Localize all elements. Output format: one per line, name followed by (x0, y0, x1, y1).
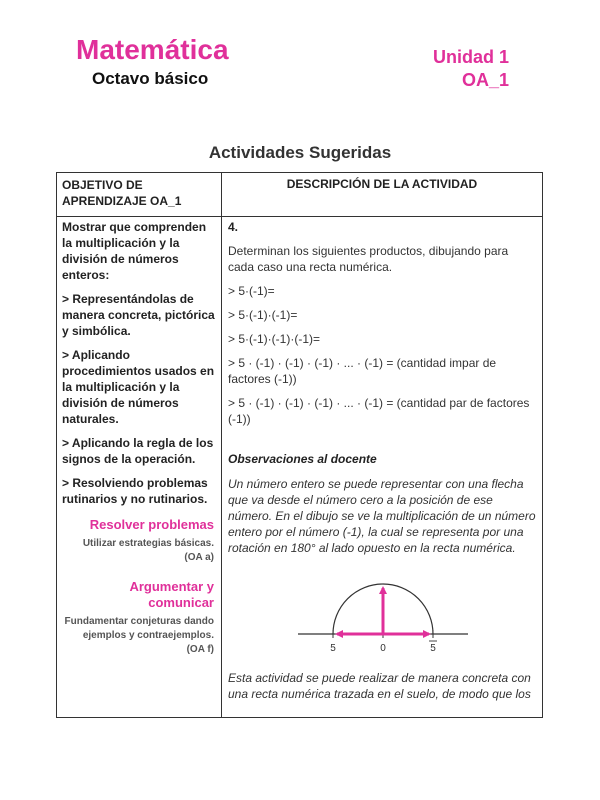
objective-column-header: OBJETIVO DE APRENDIZAJE OA_1 (62, 178, 182, 208)
label-center: 0 (380, 643, 386, 654)
objective-item: > Resolviendo problemas rutinarios y no rutinarios. (62, 476, 208, 506)
description-cell (228, 219, 536, 702)
product-item: > 5·(-1)= (228, 284, 275, 298)
skill-argumentar-comunicar (62, 579, 218, 657)
product-item: > 5 · (-1) · (-1) · (-1) · ... · (-1) = (cantidad par de factores (-1)) (228, 396, 530, 426)
objective-cell (62, 219, 218, 657)
unit-label: Unidad 1 (432, 47, 509, 67)
number-line-rotation-figure (298, 574, 468, 656)
table-header-divider (57, 216, 542, 217)
product-item: > 5·(-1)·(-1)·(-1)= (228, 332, 320, 346)
objective-item: > Aplicando procedimientos usados en la multiplicación y la división de números naturales. (62, 348, 215, 426)
objective-item: > Aplicando la regla de los signos de la operación. (62, 436, 214, 466)
label-left: 5 (330, 643, 336, 654)
header-right (433, 46, 509, 91)
activities-table (56, 172, 543, 718)
oa-label: OA_1 (461, 70, 509, 90)
product-item: > 5 · (-1) · (-1) · (-1) · ... · (-1) = (cantidad impar de factores (-1)) (228, 356, 497, 386)
skill-description: Fundamentar conjeturas dando ejemplos y contraejemplos. (OA f) (64, 616, 214, 655)
objective-text: Mostrar que comprenden la multiplicación y la división de números enteros: (62, 220, 207, 282)
observations-heading: Observaciones al docente (228, 452, 377, 466)
skill-description: Utilizar estrategias básicas. (OA a) (82, 538, 214, 563)
subject-title: Matemática (76, 34, 229, 65)
section-title: Actividades Sugeridas (208, 143, 392, 162)
activity-number: 4. (228, 220, 239, 234)
label-right: 5 (430, 643, 436, 654)
objective-item: > Representándolas de manera concreta, pictórica y simbólica. (62, 292, 215, 338)
skill-title: Resolver problemas (89, 517, 214, 532)
description-column-header: DESCRIPCIÓN DE LA ACTIVIDAD (286, 177, 478, 191)
activity-intro: Determinan los siguientes productos, dibujando para cada caso una recta numérica. (228, 244, 509, 274)
product-item: > 5·(-1)·(-1)= (228, 308, 298, 322)
table-column-divider (221, 173, 222, 717)
grade-subtitle: Octavo básico (92, 69, 209, 88)
final-text: Esta actividad se puede realizar de manera concreta con una recta numérica trazada en el suelo, de modo que los (228, 671, 531, 701)
skill-resolver-problemas (62, 517, 218, 565)
skill-title: Argumentar y comunicar (129, 579, 214, 610)
observations-text: Un número entero se puede representar con una flecha que va desde el número cero a la posición de ese número. En el dibujo se ve la multiplicación de un número entero por el número (-1), la cual se representa por una rotación en 180° al lado opuesto en la recta numérica. (228, 477, 536, 555)
header-left (76, 34, 229, 90)
